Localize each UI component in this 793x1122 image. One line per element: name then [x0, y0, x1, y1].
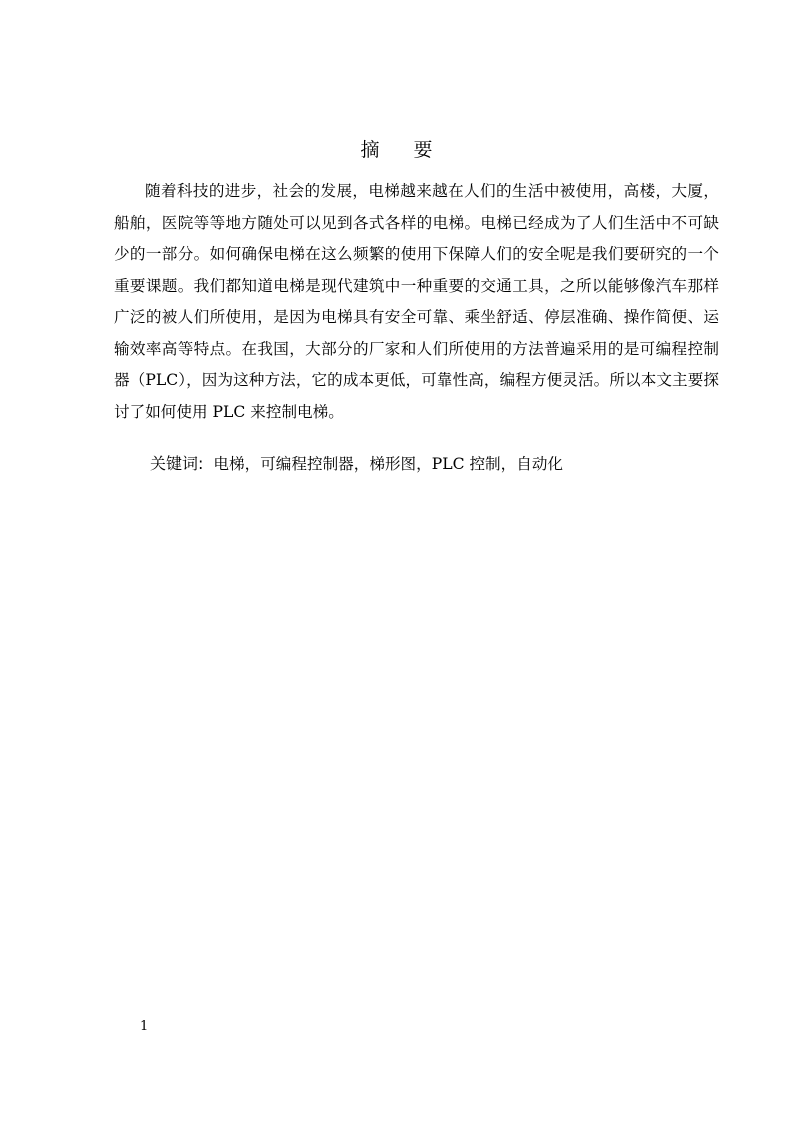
keywords-line	[150, 450, 710, 478]
abstract-body: 随着科技的进步，社会的发展，电梯越来越在人们的生活中被使用，高楼，大厦，船舶，医院等等地方随处可以见到各式各样的电梯。电梯已经成为了人们生活中不可缺少的一部分。如何确保电梯在这么频繁的使用下保障人们的安全呢是我们要研究的一个重要课题。我们都知道电梯是现代建筑中一种重要的交通工具，之所以能够像汽车那样广泛的被人们所使用，是因为电梯具有安全可靠、乘坐舒适、停层准确、操作简便、运输效率高等特点。在我国，大部分的厂家和人们所使用的方法普遍采用的是可编程控制器（PLC），因为这种方法，它的成本更低，可靠性高，编程方便灵活。所以本文主要探讨了如何使用 PLC 来控制电梯。	[114, 182, 719, 421]
page-number: 1	[140, 1019, 149, 1034]
abstract-title: 摘 要	[360, 139, 447, 161]
keywords-text: 电梯，可编程控制器，梯形图，PLC 控制，自动化	[213, 455, 564, 473]
keywords-label: 关键词:	[150, 454, 204, 473]
